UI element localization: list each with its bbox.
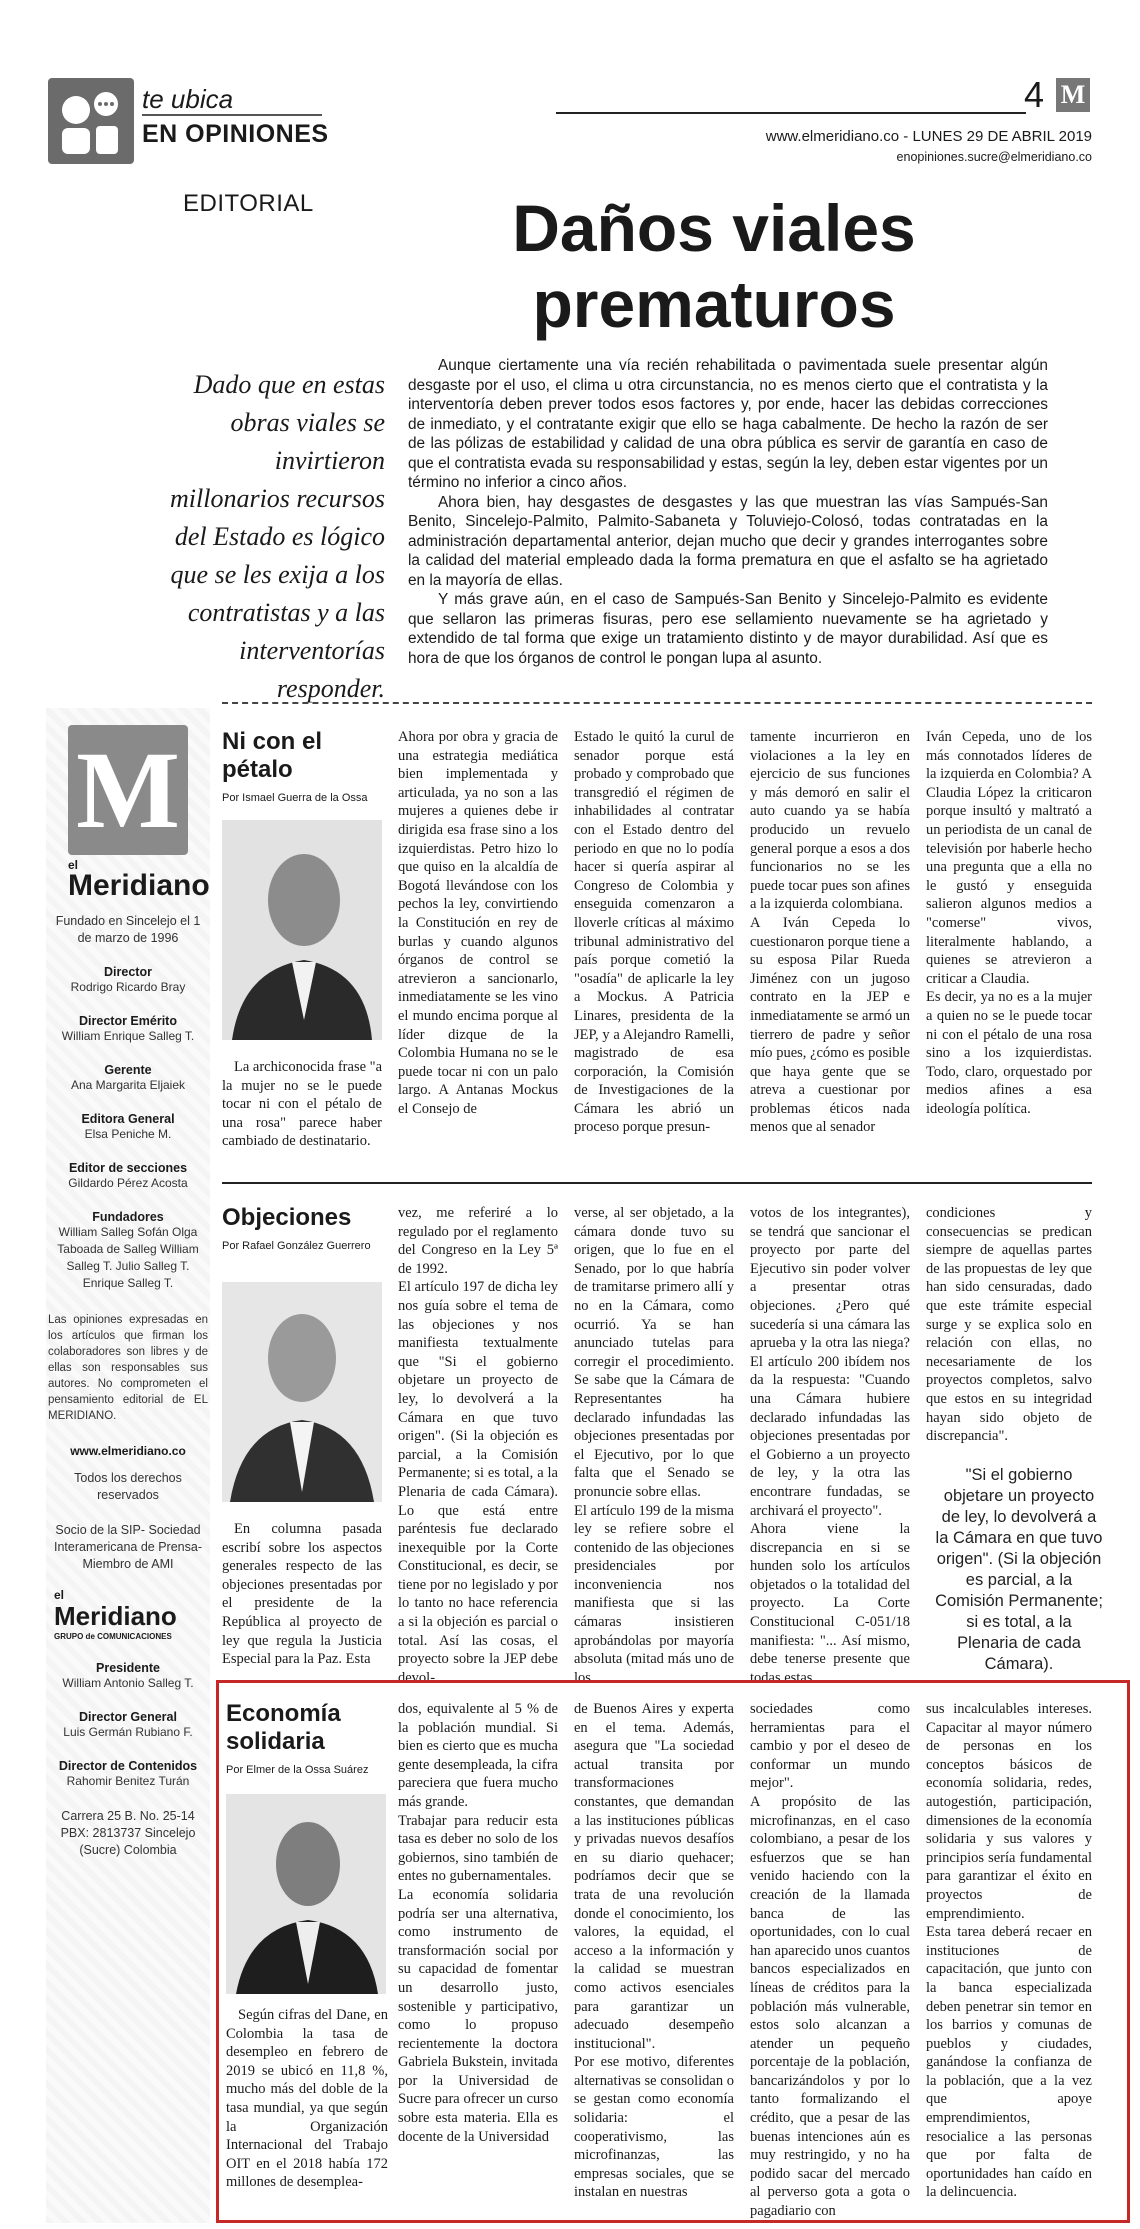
article-divider <box>222 1182 1092 1184</box>
article-column: vez, me referiré a lo regulado por el reglamento del Congreso en la Ley 5ª de 1992. El artículo 197 de dicha ley nos guía sobre el tema de las objeciones y nos manifiesta textualmente que "Si el gobierno objetare un proyecto de ley, lo devolverá a la Cámara en que tuvo origen". (Si la objeción es parcial, a la Comisión Permanente; si es total, a la Plenaria de cada Cámara). Lo que está entre paréntesis fue declarado inexequible por la Corte Constitucional, es decir, se tiene por no legislado y por lo tanto no hace referencia a si la objeción es parcial o total. Así las cosas, el proyecto sobre la JEP debe devol- <box>398 1205 558 1686</box>
article-column: tamente incurrieron en violaciones a la ley en ejercicio de sus funciones y más demoró en salir el auto cuando ya se había producido un revuelo general porque a esos a dos funcionarios no se les puede tocar pues son afines a la izquierda colombiana. A Iván Cepeda lo cuestionaron porque tiene a su esposa Pilar Rueda Jiménez con un jugoso contrato en la JEP e inmediatamente se armó un tierrero de padre y señor mío pues, ¿cómo es posible que haya gente que se atreva a cuestionar por problemas éticos nada menos que al senador <box>750 729 910 1136</box>
staff-role: Presidente <box>96 1661 160 1675</box>
article-title: Objeciones <box>222 1204 352 1231</box>
masthead-sidebar <box>48 715 208 1859</box>
section-logo-icon <box>48 78 134 164</box>
article-column: sociedades como herramientas para el cambio y por el deseo de conformar un mundo mejor". A propósito de las microfinanzas, en el caso colombiano, a pesar de los esfuerzos que se han venido haciendo con la creación de la llamada banca de las oportunidades, con lo cual han aparecido unos cuantos bancos especializados en líneas de créditos para la población más vulnerable, estos solo alcanzan a atender un pequeño porcentaje de la población, bancarizándolos y por lo tanto formalizando el crédito, que a pesar de las buenas intenciones aún es muy restringido, y no ha podido sacar del mercado al perverso gota a gota o pagadiario con <box>750 1701 910 2220</box>
article-caption: En columna pasada escribí sobre los aspectos generales respecto de las objeciones presentadas por el presidente de la República al proyecto de ley que regula la Justicia Especial para la Paz. Esta <box>222 1521 382 1668</box>
article-column: Iván Cepeda, uno de los más connotados líderes de la izquierda en Colombia? A Claudia López la criticaron porque insultó y maltrató a un periodista de un canal de televisión por haberle hecho una pregunta que a ella no le gustó y enseguida salieron algunos medios a "comerse" vivos, literalmente hablando, a quienes se atrevieron a criticar a Claudia. Es decir, ya no es a la mujer a quien no se le puede tocar ni con el pétalo de una rosa sino a los izquierdistas. Todo, claro, orquestado por medios afines a esa ideología política. <box>926 729 1092 1117</box>
article-column: Ahora por obra y gracia de una estrategia mediática bien implementada y articulada, ya no son a las mujeres a quienes debe ir dirigida esa frase sino a los izquierdistas. Petro hizo lo que quiso en la alcaldía de Bogotá llevándose con los pechos la ley, convirtiendo la Constitución en rey de burlas y cuando algunos órganos de control se atrevieron a sancionarlo, inmediatamente se les vino el mundo encima porque al líder dizque de la Colombia Humana no se le puede tocar ni con un palo largo. A Antanas Mockus el Consejo de <box>398 729 558 1117</box>
editorial-title: Daños viales prematuros <box>512 191 916 341</box>
header-email: enopiniones.sucre@elmeridiano.co <box>896 150 1092 164</box>
staff-role: Director de Contenidos <box>58 1759 198 1773</box>
group-brand: el Meridiano GRUPO de COMUNICACIONES <box>54 1588 177 1641</box>
editorial-body <box>408 356 1048 668</box>
staff-name: William Enrique Salleg T. <box>61 1029 195 1043</box>
section-title: EN OPINIONES <box>142 120 329 148</box>
staff-name: Ana Margarita Eljaiek <box>70 1078 186 1092</box>
masthead-brand: el Meridiano <box>68 858 210 902</box>
article-3-head <box>226 1700 396 1776</box>
rights-note: Todos los derechos reservados <box>74 1471 182 1502</box>
website-url[interactable]: www.elmeridiano.co <box>70 1444 186 1458</box>
staff-name: Elsa Peniche M. <box>84 1127 172 1141</box>
address: Carrera 25 B. No. 25-14 PBX: 2813737 Sincelejo (Sucre) Colombia <box>60 1809 196 1857</box>
masthead-logo: M <box>1056 78 1090 112</box>
page-number: 4 <box>1024 74 1045 115</box>
staff-name: Rahomir Benitez Turán <box>66 1774 190 1788</box>
author-photo <box>226 1794 386 1994</box>
section-divider <box>142 114 322 116</box>
header-date: www.elmeridiano.co - LUNES 29 DE ABRIL 2019 <box>765 128 1092 145</box>
article-2-head <box>222 1204 392 1252</box>
staff-role: Editor de secciones <box>68 1161 188 1175</box>
article-quote: "Si el gobierno objetare un proyecto de ley, lo devolverá a la Cámara en que tuvo origen". (Si la objeción es parcial, a la Comisión Permanente; si es total, a la Plenaria de cada Cámara). <box>935 1466 1103 1673</box>
article-column: votos de los integrantes), se tendrá que sancionar el proyecto por parte del Ejecutivo sin poder volver a presentar otras objeciones. ¿Pero qué sucedería si una cámara las aprueba y la otra las niega? El artículo 200 ibídem nos da la respuesta: "Cuando una Cámara hubiere declarado infundadas las objeciones presentadas por el Gobierno a un proyecto de ley, y la otra las encontrare fundadas, se archivará el proyecto". Ahora viene la discrepancia en si se hunden solo los artículos objetados o la totalidad del proyecto. La Corte Constitucional C-051/18 manifiesta: "... Así mismo, debe tenerse presente que todas estas <box>750 1205 910 1686</box>
article-title: Economía solidaria <box>226 1700 341 1755</box>
article-column: verse, al ser objetado, a la cámara donde tuvo su origen, que lo fue en el Senado, por lo que habría de tramitarse primero allí y no en la Cámara, como ocurrió. Ya se han anunciado tutelas para corregir el procedimiento. Se sabe que la Cámara de Representantes ha declarado infundadas las objeciones presentadas por el Ejecutivo, por lo que falta que el Senado se pronuncie sobre ellas. El artículo 199 de la misma ley se refiere sobre el contenido de las objeciones presidenciales por inconveniencia nos manifiesta que si las cámaras insistieren aprobándolas por mayoría absoluta (mitad más uno de los <box>574 1205 734 1686</box>
article-column: sus incalculables intereses. Capacitar al mayor número de personas en los conceptos básicos de economía solidaria, redes, autogestión, participación, dimensiones de la economía solidaria y sus valores y principios sería fundamental para garantizar el éxito en proyectos de emprendimiento. Esta tarea deberá recaer en instituciones de capacitación, que junto con la banca especializada deben penetrar sin temor en los barrios y comunas de pueblos y ciudades, ganándose la confianza de la población, que a la vez que apoye emprendimientos, resocialice a las personas que por falta de oportunidades han caído en la delincuencia. <box>926 1701 1092 2201</box>
article-byline: Por Ismael Guerra de la Ossa <box>222 792 368 804</box>
article-column: Estado le quitó la curul de senador porque está probado y comprobado que transgredió el régimen de inhabilidades al contratar con el Estado dentro del periodo en que no lo podía hacer si quería aspirar al Congreso de Colombia y enseguida comenzaron a lloverle críticas al máximo tribunal administrativo del país porque cometió la "osadía" de aplicarle la ley a Mockus. A Patricia Linares, presidenta de la JEP, y a Alejandro Ramelli, magistrado de esa corporación, la Comisión de Investigaciones de la Cámara les abrió un proceso porque presun- <box>574 729 734 1136</box>
author-photo <box>222 1282 382 1502</box>
staff-role: Director General <box>79 1710 177 1724</box>
membership-note: Socio de la SIP- Sociedad Interamericana de Prensa- Miembro de AMI <box>54 1523 202 1571</box>
article-column: de Buenos Aires y experta en el tema. Además, asegura que "La sociedad actual transita por transformaciones constantes, que demandan a las instituciones públicas y privadas nuevos desafíos en su diario quehacer; podríamos decir que se trata de una revolución donde el conocimiento, los valores, la equidad, el acceso a la información y la calidad se muestran como activos esenciales para garantizar un adecuado desempeño institucional". Por ese motivo, diferentes alternativas se consolidan o se gestan como economía solidaria: el cooperativismo, las microfinanzas, las empresas sociales, que se instalan en nuestras <box>574 1701 734 2201</box>
staff-name: William Salleg Sofán Olga Taboada de Salleg William Salleg T. Julio Salleg T. Enrique Salleg T. <box>57 1225 199 1290</box>
staff-name: Gildardo Pérez Acosta <box>68 1176 188 1190</box>
article-caption: La archiconocida frase "a la mujer no se le puede tocar ni con el pétalo de una rosa" parece haber cambiado de destinatario. <box>222 1059 383 1150</box>
staff-name: William Antonio Salleg T. <box>62 1676 194 1690</box>
masthead-logo-large: M <box>68 725 188 855</box>
staff-role: Director <box>104 965 152 979</box>
disclaimer: Las opiniones expresadas en los artículos que firman los colaboradores son libres y de ellas son responsables sus autores. No comprometen el pensamiento editorial de EL MERIDIANO. <box>48 1314 208 1422</box>
staff-role: Gerente <box>104 1063 152 1077</box>
author-photo <box>222 820 382 1040</box>
staff-name: Rodrigo Ricardo Bray <box>70 980 186 994</box>
editorial-paragraph: Y más grave aún, en el caso de Sampués-San Benito y Sincelejo-Palmito es evidente que sellaron las primeras fisuras, pero ese sellamiento nuevamente se ha agrietado y extendido de tal forma que exige un tratamiento distinto y de mayor durabilidad. Así que es hora de que los órganos de control le pongan lupa al asunto. <box>408 591 1048 667</box>
editorial-label: EDITORIAL <box>183 190 314 217</box>
header-rule <box>556 112 1026 114</box>
editorial-paragraph: Aunque ciertamente una vía recién rehabilitada o pavimentada suele presentar algún desgaste por el uso, el clima u otra circunstancia, no es menos cierto que el contratista y la interventoría deben prever todos esos factores y, por ende, hacer las debidas correcciones de inmediato, y el contratante exigir que ello se haga cabalmente. De hecho la razón de ser de las pólizas de estabilidad y calidad de una obra pública es servir de garantía en caso de que el contratista evada su responsabilidad y estas, según la ley, deben estar vigentes por un término no inferior a cinco años. <box>408 357 1048 491</box>
article-1-head <box>222 728 382 804</box>
staff-name: Luis Germán Rubiano F. <box>63 1725 193 1739</box>
staff-role: Director Emérito <box>79 1014 177 1028</box>
staff-role: Editora General <box>81 1112 175 1126</box>
article-title: Ni con el pétalo <box>222 728 323 783</box>
article-byline: Por Rafael González Guerrero <box>222 1240 371 1252</box>
editorial-paragraph: Ahora bien, hay desgastes de desgastes y las que muestran las vías Sampués-San Benito, Sincelejo-Palmito, Palmito-Sabaneta y Toluviejo-Colosó, todas contratadas en la administración departamental anterior, dejan mucho que decir y grandes interrogantes sobre la calidad del material empleado dada la forma prematura en que el asfalto se ha agrietado en la mayoría de ellas. <box>408 493 1048 589</box>
article-column: condiciones y consecuencias se predican siempre de aquellas partes de las propuestas de ley que han sido censuradas, dado que este trámite especial surge y se explica solo en relación con ellas, no necesariamente de los proyectos completos, salvo que estos en su integridad hayan sido objeto de discrepancia". <box>926 1205 1092 1445</box>
editorial-pull-quote: Dado que en estas obras viales se invirtieron millonarios recursos del Estado es lógico que se les exija a los contratistas y a las interventorías responder. <box>170 370 385 703</box>
founded-note: Fundado en Sincelejo el 1 de marzo de 1996 <box>55 914 201 945</box>
section-subtitle: te ubica <box>142 84 234 114</box>
staff-role: Fundadores <box>92 1210 164 1224</box>
article-byline: Por Elmer de la Ossa Suárez <box>226 1764 369 1776</box>
article-caption: Según cifras del Dane, en Colombia la tasa de desempleo en febrero de 2019 se ubicó en 11,8 %, mucho más del doble de la tasa mundial, ya que según la Organización Internacional del Trabajo OIT en el 2018 había 172 millones de desemplea- <box>226 2007 388 2191</box>
section-divider-dotted <box>222 702 1092 705</box>
article-column: dos, equivalente al 5 % de la población mundial. Si bien es cierto que es mucha gente desempleada, la cifra pareciera que fuera mucho más grande. Trabajar para reducir esta tasa es deber no solo de los gobiernos, sino también de entes no gubernamentales. La economía solidaria podría ser una alternativa, como instrumento de transformación social por su capacidad de fomentar un desarrollo justo, sostenible y participativo, como lo propuso recientemente la doctora Gabriela Bukstein, invitada por la Universidad de Sucre para ofrecer un curso sobre esta materia. Ella es docente de la Universidad <box>398 1701 558 2145</box>
